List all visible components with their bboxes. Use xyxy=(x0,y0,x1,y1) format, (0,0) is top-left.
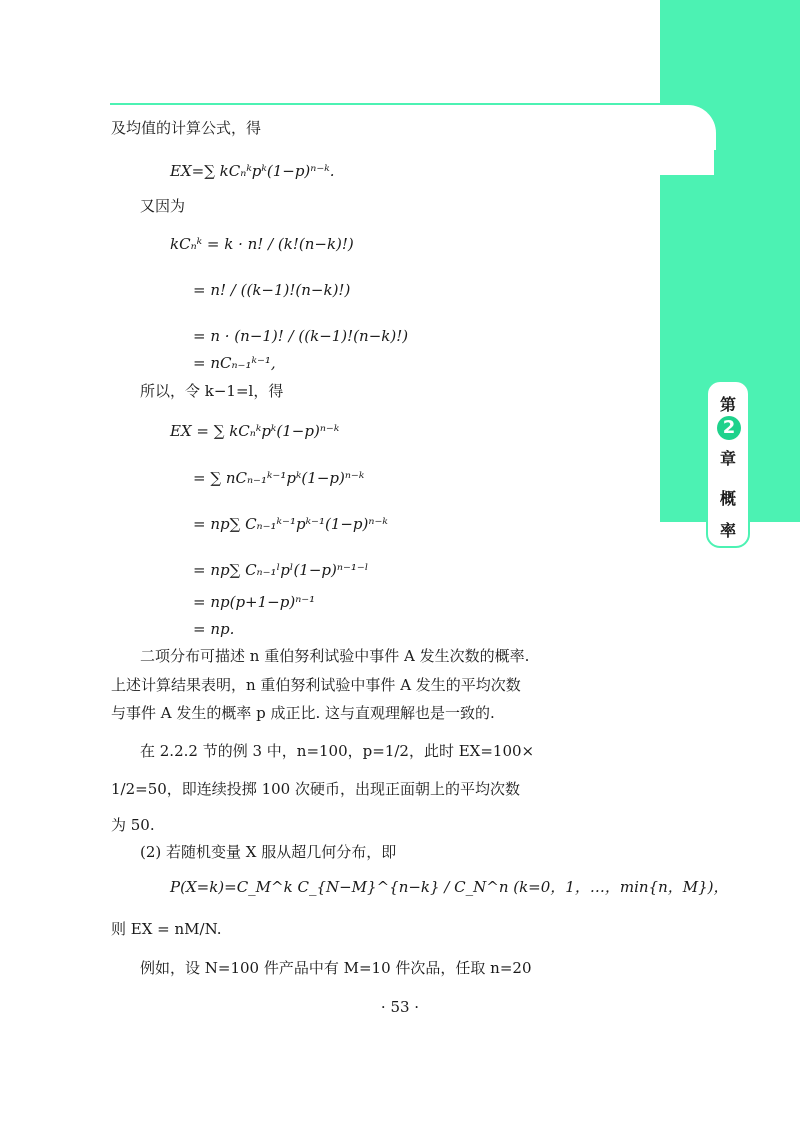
formula-line: = np∑ Cₙ₋₁ᵏ⁻¹pᵏ⁻¹(1−p)ⁿ⁻ᵏ xyxy=(193,515,388,533)
formula-line: = n! / ((k−1)!(n−k)!) xyxy=(193,281,351,299)
text-line: 与事件 A 发生的概率 p 成正比. 这与直观理解也是一致的. xyxy=(111,704,495,722)
chapter-tab-prefix: 第 xyxy=(719,395,736,414)
formula-line: = np. xyxy=(193,620,235,638)
formula-line: EX = ∑ kCₙᵏpᵏ(1−p)ⁿ⁻ᵏ xyxy=(170,422,340,440)
chapter-title-char1: 概 xyxy=(719,489,736,508)
chapter-tab xyxy=(706,380,750,548)
text-line: 在 2.2.2 节的例 3 中，n=100，p=1/2，此时 EX=100× xyxy=(140,742,535,760)
page-edge-line xyxy=(714,150,716,380)
formula-line: = ∑ nCₙ₋₁ᵏ⁻¹pᵏ(1−p)ⁿ⁻ᵏ xyxy=(193,469,365,487)
text-line: (2) 若随机变量 X 服从超几何分布，即 xyxy=(140,843,397,861)
text-line: 又因为 xyxy=(140,197,186,215)
formula-line: = np∑ Cₙ₋₁ˡpˡ(1−p)ⁿ⁻¹⁻ˡ xyxy=(193,561,369,579)
formula-line: EX=∑ kCₙᵏpᵏ(1−p)ⁿ⁻ᵏ. xyxy=(170,162,335,180)
formula-line: = np(p+1−p)ⁿ⁻¹ xyxy=(193,593,316,611)
formula-line: = n · (n−1)! / ((k−1)!(n−k)!) xyxy=(193,327,409,345)
formula-line: = nCₙ₋₁ᵏ⁻¹, xyxy=(193,354,276,372)
text-line: 为 50. xyxy=(111,816,155,834)
chapter-tab-suffix: 章 xyxy=(719,449,736,468)
chapter-number: 2 xyxy=(717,416,741,440)
header-rule xyxy=(110,103,630,105)
text-line: 例如，设 N=100 件产品中有 M=10 件次品，任取 n=20 xyxy=(140,959,532,977)
chapter-title-char2: 率 xyxy=(719,521,736,540)
text-line: 所以，令 k−1=l，得 xyxy=(140,382,284,400)
text-line: 二项分布可描述 n 重伯努利试验中事件 A 发生次数的概率. xyxy=(140,647,530,665)
page-number: · 53 · xyxy=(380,998,420,1016)
page-corner-curve xyxy=(620,103,718,175)
formula-line: kCₙᵏ = k · n! / (k!(n−k)!) xyxy=(170,235,354,253)
text-line: 则 EX = nM/N. xyxy=(111,920,222,938)
text-line: 上述计算结果表明，n 重伯努利试验中事件 A 发生的平均次数 xyxy=(111,676,521,694)
formula-line: P(X=k)=C_M^k C_{N−M}^{n−k} / C_N^n (k=0，1，…，min{n，M})， xyxy=(170,878,729,896)
text-line: 1/2=50，即连续投掷 100 次硬币，出现正面朝上的平均次数 xyxy=(111,780,520,798)
text-line: 及均值的计算公式，得 xyxy=(111,119,262,137)
